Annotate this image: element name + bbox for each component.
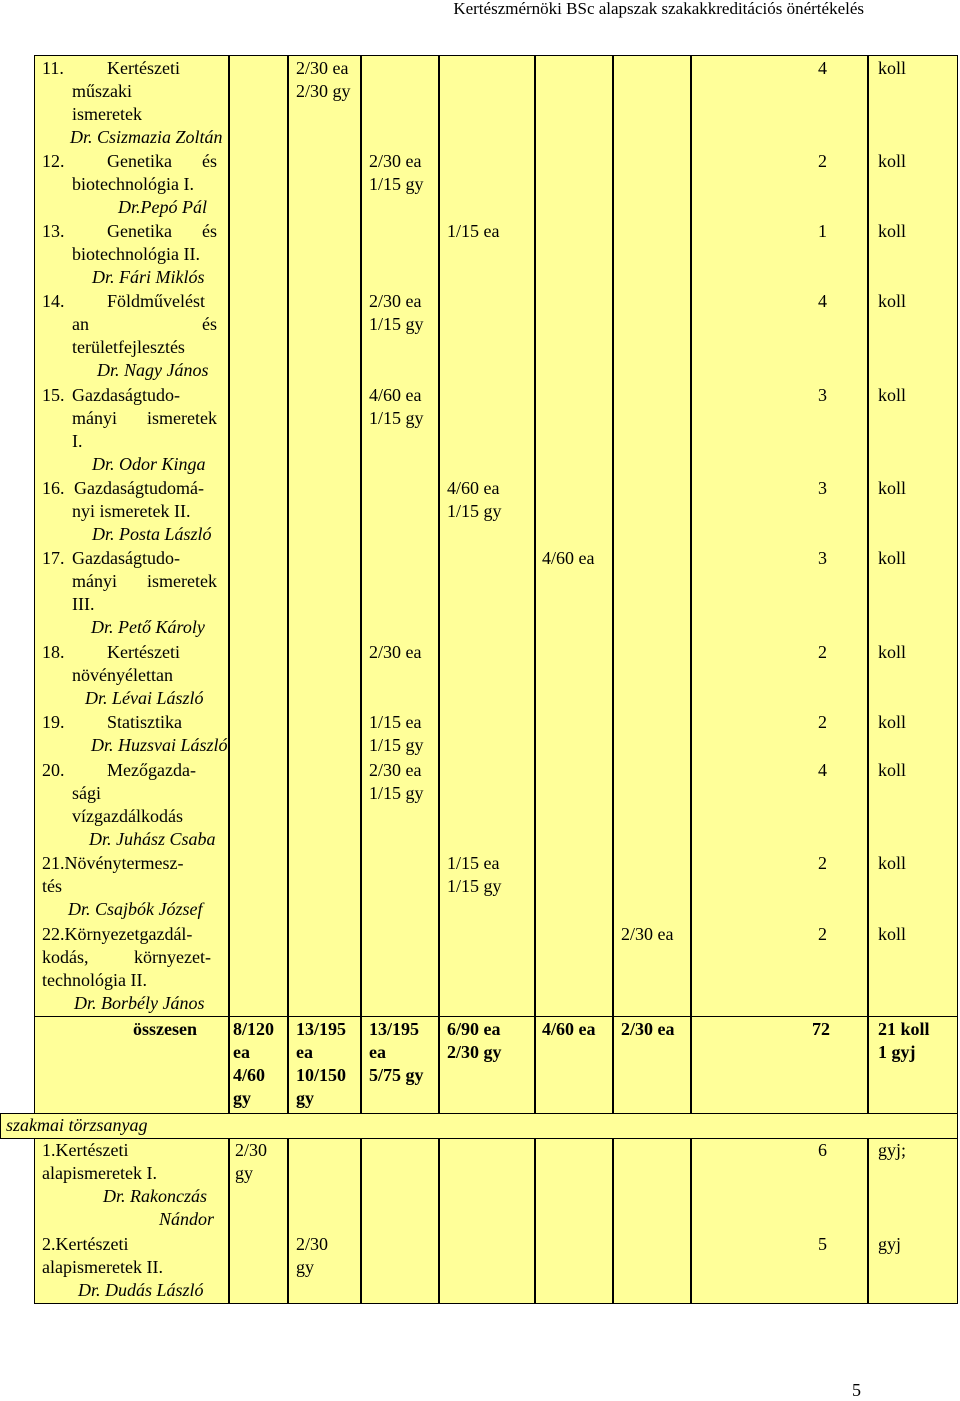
course-number-name: 2.Kertészeti [42, 1234, 129, 1254]
course-name: Genetika [107, 221, 172, 241]
course-name: környezet- [134, 947, 211, 967]
page-number: 5 [852, 1380, 861, 1400]
total-value: gy [233, 1088, 251, 1108]
hours-value: 1/15 gy [369, 783, 424, 803]
teacher-name: Dr. Posta László [92, 524, 212, 544]
course-name: an [72, 314, 89, 334]
course-name: és [202, 221, 217, 241]
course-number: 18. [42, 642, 65, 662]
teacher-name: Dr.Pepó Pál [118, 197, 207, 217]
course-number: 11. [42, 58, 64, 78]
total-value: 5/75 gy [369, 1065, 424, 1085]
course-name: biotechnológia I. [72, 174, 194, 194]
hours-value: 4/60 ea [542, 548, 595, 568]
course-name: kodás, [42, 947, 89, 967]
column-semester-4-lower [439, 1138, 535, 1304]
course-name: Gazdaságtudo- [72, 385, 180, 405]
teacher-name: Dr. Pető Károly [91, 617, 205, 637]
course-number: 20. [42, 760, 65, 780]
hours-value: 2/30 ea [369, 642, 422, 662]
column-semester-6-lower [613, 1138, 691, 1304]
course-name: biotechnológia II. [72, 244, 200, 264]
course-name: növényélettan [72, 665, 173, 685]
course-name: és [202, 151, 217, 171]
hours-value: 1/15 ea [447, 221, 500, 241]
course-name: alapismeretek II. [42, 1257, 163, 1277]
course-number: 19. [42, 712, 65, 732]
credit-value: 2 [818, 853, 827, 873]
course-name: Kertészeti [107, 58, 180, 78]
hours-value: 1/15 ea [369, 712, 422, 732]
exam-type: koll [878, 712, 907, 732]
exam-type: koll [878, 760, 907, 780]
course-number: 15. [42, 385, 65, 405]
teacher-name: Dr. Lévai László [85, 688, 204, 708]
exam-type: koll [878, 151, 907, 171]
credit-value: 4 [818, 58, 827, 78]
course-number: 16. [42, 478, 65, 498]
total-row-credit-cell [691, 1016, 868, 1114]
course-name: sági [72, 783, 101, 803]
exam-type: koll [878, 58, 907, 78]
column-semester-2-upper [288, 55, 361, 1017]
column-semester-3-lower [361, 1138, 439, 1304]
hours-value: 1/15 gy [369, 735, 424, 755]
course-name: és [202, 314, 217, 334]
total-value: 6/90 ea [447, 1019, 501, 1039]
exam-type: koll [878, 478, 907, 498]
course-name: technológia II. [42, 970, 147, 990]
teacher-name: Nándor [159, 1209, 215, 1229]
total-credit: 72 [812, 1019, 830, 1039]
exam-type: gyj; [878, 1140, 907, 1160]
total-value: ea [369, 1042, 386, 1062]
hours-value: 1/15 gy [369, 314, 424, 334]
exam-type: koll [878, 548, 907, 568]
column-semester-5-lower [535, 1138, 613, 1304]
course-name: Gazdaságtudomá- [74, 478, 204, 498]
total-value: ea [233, 1042, 250, 1062]
total-value: 13/195 [296, 1019, 347, 1039]
course-name: Mezőgazda- [107, 760, 196, 780]
course-name: ismeretek [72, 104, 142, 124]
column-credit-lower [691, 1138, 868, 1304]
course-number: 13. [42, 221, 65, 241]
total-value: gy [296, 1088, 314, 1108]
teacher-name: Dr. Borbély János [74, 993, 205, 1013]
hours-value: 2/30 gy [296, 81, 351, 101]
credit-value: 6 [818, 1140, 827, 1160]
teacher-name: Dr. Rakonczás [103, 1186, 207, 1206]
total-value: 2/30 gy [447, 1042, 502, 1062]
hours-value: gy [296, 1257, 314, 1277]
teacher-name: Dr. Juhász Csaba [89, 829, 216, 849]
hours-value: 2/30 ea [621, 924, 674, 944]
column-exam-lower [868, 1138, 958, 1304]
hours-value: 2/30 [235, 1140, 268, 1160]
course-name: területfejlesztés [72, 337, 185, 357]
course-name: III. [72, 594, 95, 614]
course-name: I. [72, 431, 83, 451]
total-exam: 1 gyj [878, 1042, 916, 1062]
credit-value: 2 [818, 151, 827, 171]
exam-type: koll [878, 291, 907, 311]
column-semester-1-upper [229, 55, 288, 1017]
hours-value: 1/15 gy [369, 174, 424, 194]
exam-type: koll [878, 853, 907, 873]
hours-value: 4/60 ea [369, 385, 422, 405]
course-name: nyi ismeretek II. [72, 501, 191, 521]
hours-value: 4/60 ea [447, 478, 500, 498]
column-semester-5-upper [535, 55, 613, 1017]
hours-value: 1/15 gy [447, 501, 502, 521]
credit-value: 3 [818, 478, 827, 498]
course-name: tés [42, 876, 62, 896]
page-header: Kertészmérnöki BSc alapszak szakakkreditációs önértékelés [453, 0, 864, 18]
total-row-label-cell [34, 1016, 229, 1114]
hours-value: 2/30 ea [369, 760, 422, 780]
course-number: 17. [42, 548, 65, 568]
credit-value: 3 [818, 548, 827, 568]
total-value: 4/60 ea [542, 1019, 596, 1039]
credit-value: 5 [818, 1234, 827, 1254]
hours-value: 1/15 gy [447, 876, 502, 896]
course-name: Gazdaságtudo- [72, 548, 180, 568]
credit-value: 1 [818, 221, 827, 241]
credit-value: 4 [818, 291, 827, 311]
total-value: 4/60 [233, 1065, 266, 1085]
course-name: ismeretek [147, 571, 217, 591]
teacher-name: Dr. Fári Miklós [92, 267, 205, 287]
hours-value: 2/30 ea [369, 291, 422, 311]
teacher-name: Dr. Csizmazia Zoltán [70, 127, 223, 147]
course-name: Kertészeti [107, 642, 180, 662]
course-name: ismeretek [147, 408, 217, 428]
hours-value: 2/30 [296, 1234, 329, 1254]
section-title: szakmai törzsanyag [6, 1115, 148, 1135]
hours-value: 2/30 ea [369, 151, 422, 171]
course-number-name: 21.Növénytermesz- [42, 853, 184, 873]
total-value: 13/195 [369, 1019, 420, 1039]
course-name: mányi [72, 408, 117, 428]
hours-value: 2/30 ea [296, 58, 349, 78]
exam-type: koll [878, 924, 907, 944]
exam-type: koll [878, 385, 907, 405]
credit-value: 2 [818, 642, 827, 662]
total-value: ea [296, 1042, 313, 1062]
course-number: 14. [42, 291, 65, 311]
exam-type: koll [878, 642, 907, 662]
course-number: 12. [42, 151, 65, 171]
hours-value: 1/15 gy [369, 408, 424, 428]
credit-value: 2 [818, 712, 827, 732]
total-exam: 21 koll [878, 1019, 930, 1039]
credit-value: 2 [818, 924, 827, 944]
course-number-name: 22.Környezetgazdál- [42, 924, 193, 944]
total-label: összesen [133, 1019, 197, 1039]
exam-type: gyj [878, 1234, 902, 1254]
teacher-name: Dr. Csajbók József [68, 899, 203, 919]
credit-value: 3 [818, 385, 827, 405]
hours-value: gy [235, 1163, 253, 1183]
course-name: mányi [72, 571, 117, 591]
column-credit-upper [691, 55, 868, 1017]
teacher-name: Dr. Huzsvai László [91, 735, 228, 755]
course-name: Statisztika [107, 712, 182, 732]
credit-value: 4 [818, 760, 827, 780]
column-semester-6-upper [613, 55, 691, 1017]
teacher-name: Dr. Odor Kinga [92, 454, 206, 474]
exam-type: koll [878, 221, 907, 241]
total-value: 2/30 ea [621, 1019, 675, 1039]
total-value: 10/150 [296, 1065, 347, 1085]
teacher-name: Dr. Nagy János [97, 360, 209, 380]
column-semester-3-upper [361, 55, 439, 1017]
hours-value: 1/15 ea [447, 853, 500, 873]
course-name: vízgazdálkodás [72, 806, 183, 826]
course-name: Genetika [107, 151, 172, 171]
teacher-name: Dr. Dudás László [78, 1280, 204, 1300]
total-value: 8/120 [233, 1019, 275, 1039]
course-number-name: 1.Kertészeti [42, 1140, 129, 1160]
course-name: műszaki [72, 81, 132, 101]
course-name: Földművelést [107, 291, 205, 311]
course-name: alapismeretek I. [42, 1163, 157, 1183]
